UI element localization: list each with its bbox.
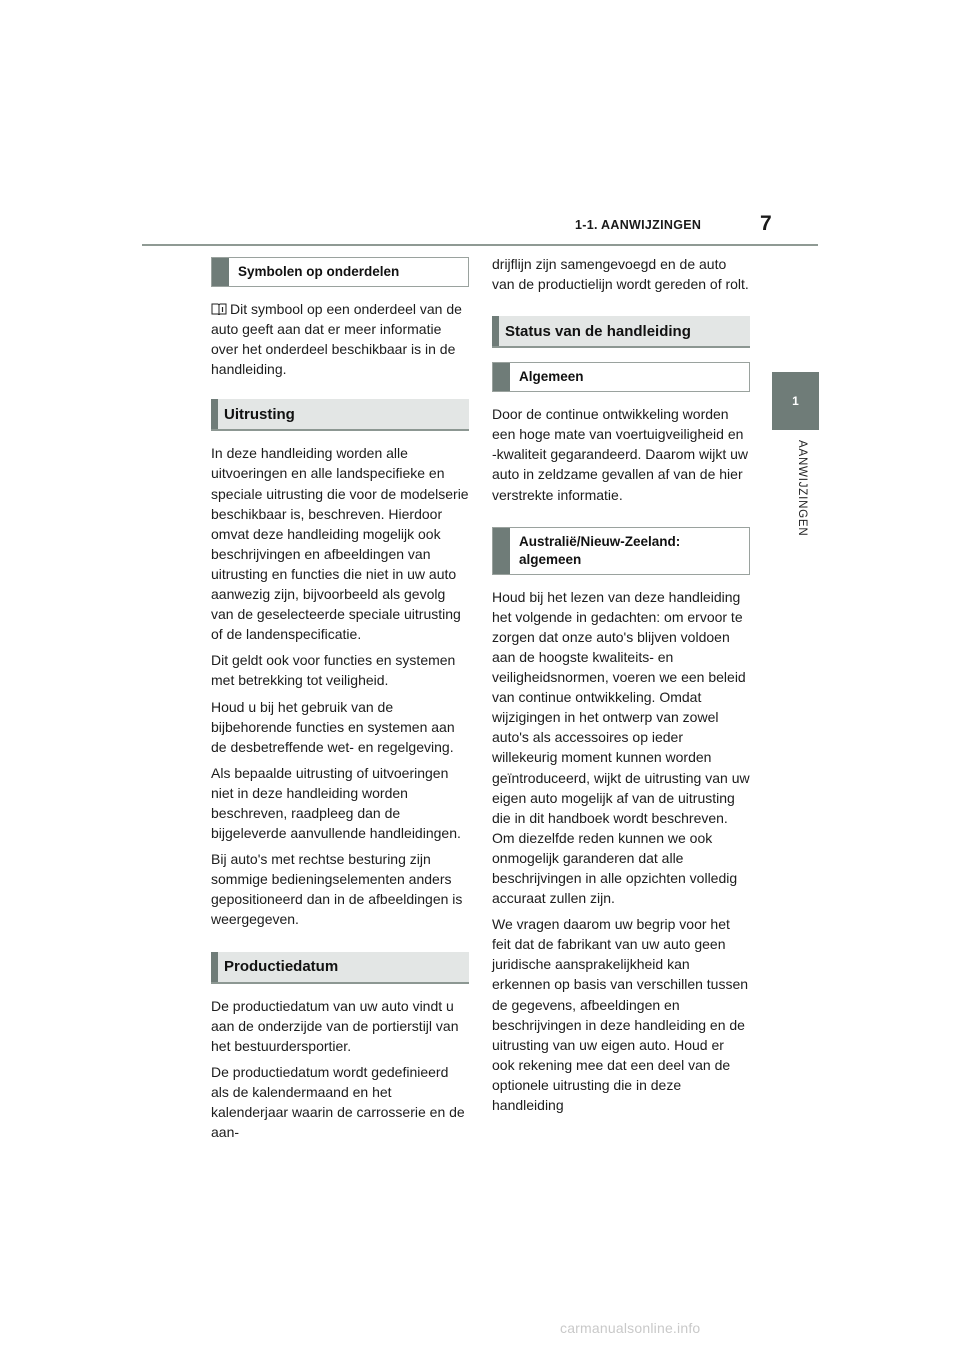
heading-production-date — [211, 952, 469, 984]
equipment-paragraph-4: Als bepaalde uitrusting of uitvoeringen niet in deze handleiding worden beschreven, raadpleeg dan de bijgeleverde aanvullende handleidingen. — [211, 764, 461, 842]
footer-watermark: carmanualsonline.info — [560, 1320, 701, 1336]
chapter-number: 1 — [792, 394, 799, 408]
equipment-paragraph-3: Houd u bij het gebruik van de bijbehorende functies en systemen aan de desbetreffende wet- en regelgeving. — [211, 698, 455, 755]
heading-general-label: Algemeen — [519, 369, 584, 385]
heading-manual-status-label: Status van de handleiding — [505, 322, 691, 340]
general-paragraph: Door de continue ontwikkeling worden een hoge mate van voertuigveiligheid en -kwaliteit gegarandeerd. Daarom wijkt uw auto in zeldzame gevallen af van de hier verstrekte informatie. — [492, 406, 748, 503]
australia-paragraph-1: Houd bij het lezen van deze handleiding het volgende in gedachten: om ervoor te zorgen dat onze auto's blijven voldoen aan de hoogste kwaliteits- en veiligheidsnormen, voeren we een beleid van continue ontwikkeling. Omdat wijzigingen in het ontwerp van zowel auto's als accessoires op ieder willekeurig moment kunnen worden geïntroduceerd, wijkt de uitrusting van uw eigen auto mogelijk af van de uitrusting die in dit handboek wordt beschreven. Om diezelfde reden kunnen we ook onmogelijk garanderen dat alle beschrijvingen in alle opzichten volledig accuraat zullen zijn. — [492, 588, 750, 907]
heading-australia-nz-label: Australië/Nieuw-Zeeland: algemeen — [519, 533, 681, 567]
continuation-paragraph: drijflijn zijn samengevoegd en de auto van de productielijn wordt gereden of rolt. — [492, 256, 749, 293]
right-column — [492, 254, 750, 1121]
equipment-paragraph-2: Dit geldt ook voor functies en systemen met betrekking tot veiligheid. — [211, 652, 456, 689]
production-paragraph-2: De productiedatum wordt gedefinieerd als de kalendermaand en het kalenderjaar waarin de carrosserie en de aan- — [211, 1063, 465, 1141]
header-divider — [142, 244, 818, 246]
left-column — [211, 257, 469, 1148]
manual-info-icon — [211, 303, 227, 315]
symbols-paragraph — [211, 299, 469, 379]
heading-equipment-label: Uitrusting — [224, 405, 295, 423]
heading-manual-status — [492, 316, 750, 348]
heading-australia-nz — [492, 527, 750, 575]
page-number: 7 — [760, 212, 772, 235]
symbols-text: Dit symbool op een onderdeel van de auto geeft aan dat er meer informatie over het onderdeel beschikbaar is in de handleiding. — [211, 301, 462, 378]
section-title: 1-1. AANWIJZINGEN — [575, 218, 702, 232]
chapter-label: AANWIJZINGEN — [796, 440, 808, 537]
equipment-paragraph-5: Bij auto's met rechtse besturing zijn sommige bedieningselementen anders gepositioneerd dan in de afbeeldingen is weergegeven. — [211, 851, 463, 928]
heading-general — [492, 362, 750, 392]
production-paragraph-1: De productiedatum van uw auto vindt u aan de onderzijde van de portierstijl van het bestuurdersportier. — [211, 997, 459, 1054]
equipment-paragraph-1: In deze handleiding worden alle uitvoeringen en alle landspecifieke en speciale uitrusting die voor de modelserie beschikbaar is, beschreven. Hierdoor omvat deze handleiding mogelijk ook beschrijvingen en afbeeldingen van uitrusting en functies die niet in uw auto aanwezig zijn, bijvoorbeeld als gevolg van de geselecteerde speciale uitrusting of de landenspecificatie. — [211, 445, 469, 643]
heading-symbols-label: Symbolen op onderdelen — [238, 264, 400, 279]
heading-equipment — [211, 399, 469, 431]
heading-symbols — [211, 257, 469, 287]
heading-production-date-label: Productiedatum — [224, 958, 339, 976]
chapter-tab — [772, 372, 819, 430]
australia-paragraph-2: We vragen daarom uw begrip voor het feit dat de fabrikant van uw auto geen juridische aansprakelijkheid kan erkennen op basis van verschillen tussen de gegevens, afbeeldingen en beschrijvingen in deze handleiding en de uitrusting van uw eigen auto. Houd er ook rekening mee dat een deel van de optionele uitrusting die in deze handleiding — [492, 916, 749, 1113]
